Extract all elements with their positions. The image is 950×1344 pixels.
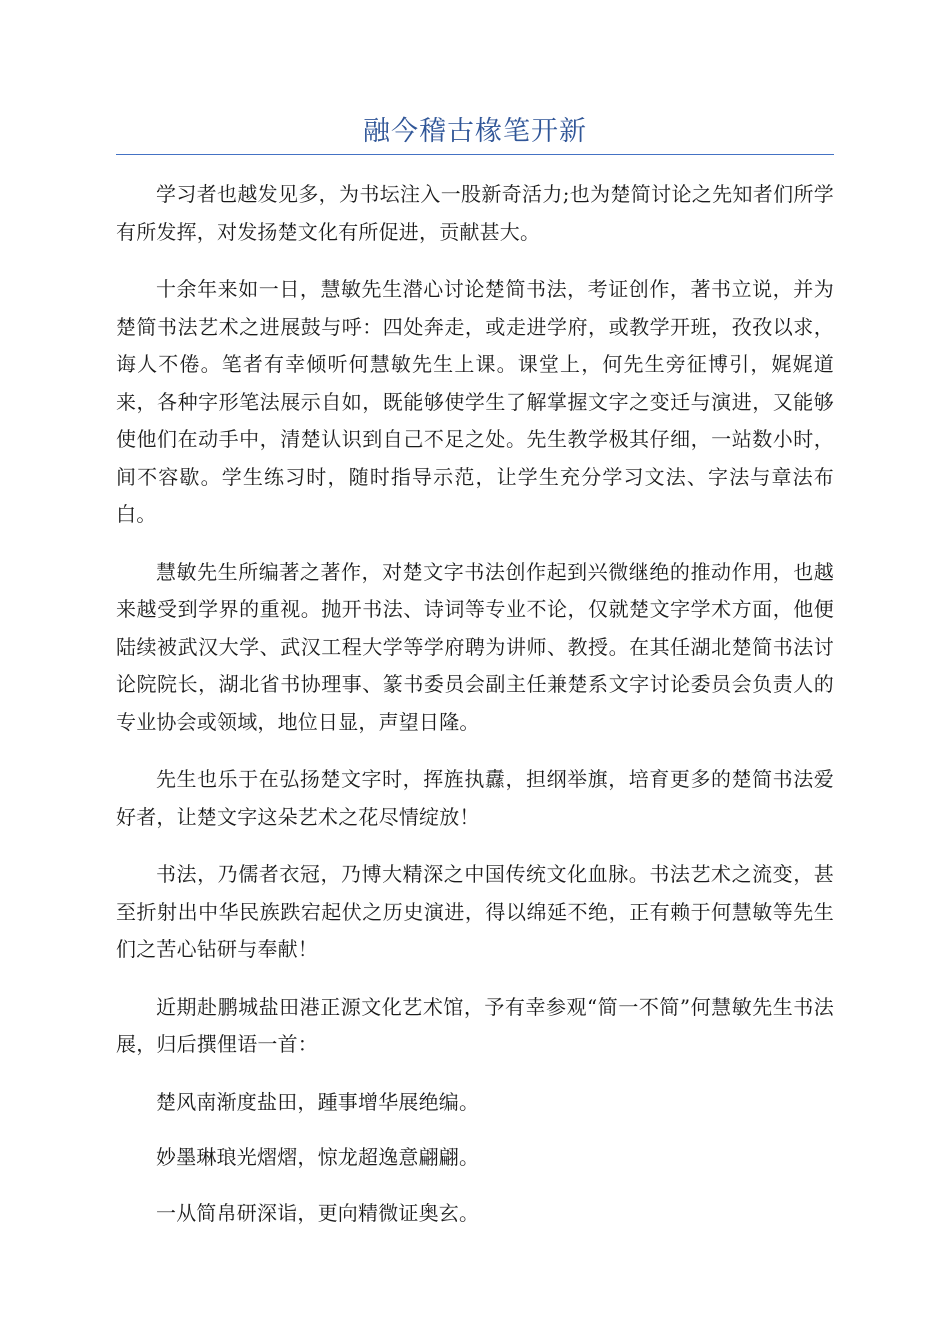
- verse-line: 妙墨琳琅光熠熠，惊龙超逸意翩翩。: [156, 1145, 480, 1169]
- paragraph: 先生也乐于在弘扬楚文字时，挥旌执纛，担纲举旗，培育更多的楚简书法爱好者，让楚文字这朵艺术之花尽情绽放！: [116, 767, 834, 829]
- verse-line: 楚风南渐度盐田，踵事增华展绝编。: [156, 1089, 480, 1114]
- verse-line: 一从简帛研深诣，更向精微证奥玄。: [156, 1200, 480, 1225]
- paragraph: 慧敏先生所编著之著作，对楚文字书法创作起到兴微继绝的推动作用，也越来越受到学界的重视。抛开书法、诗词等专业不论，仅就楚文字学术方面，他便陆续被武汉大学、武汉工程大学等学府聘为讲师、教授。在其任湖北楚简书法讨论院院长，湖北省书协理事、篆书委员会副主任兼楚系文字讨论委员会负责人的专业协会或领域，地位日显，声望日隆。: [116, 559, 834, 734]
- page-title: 融今稽古椽笔开新: [363, 116, 587, 147]
- paragraph: 学习者也越发见多，为书坛注入一股新奇活力;也为楚简讨论之先知者们所学有所发挥，对发扬楚文化有所促进，贡献甚大。: [116, 182, 834, 244]
- article-body: [116, 176, 834, 1250]
- paragraph: 十余年来如一日，慧敏先生潜心讨论楚简书法，考证创作，著书立说，并为楚简书法艺术之进展鼓与呼：四处奔走，或走进学府，或教学开班，孜孜以求，诲人不倦。笔者有幸倾听何慧敏先生上课。课堂上，何先生旁征博引，娓娓道来，各种字形笔法展示自如，既能够使学生了解掌握文字之变迁与演进，又能够使他们在动手中，清楚认识到自己不足之处。先生教学极其仔细，一站数小时，间不容歇。学生练习时，随时指导示范，让学生充分学习文法、字法与章法布白。: [116, 277, 834, 526]
- paragraph: 书法，乃儒者衣冠，乃博大精深之中国传统文化血脉。书法艺术之流变，甚至折射出中华民族跌宕起伏之历史演进，得以绵延不绝，正有赖于何慧敏等先生们之苦心钻研与奉献！: [116, 862, 834, 961]
- title-underline: [116, 154, 834, 155]
- paragraph: 近期赴鹏城盐田港正源文化艺术馆，予有幸参观“简一不简”何慧敏先生书法展，归后撰俚语一首：: [116, 994, 834, 1056]
